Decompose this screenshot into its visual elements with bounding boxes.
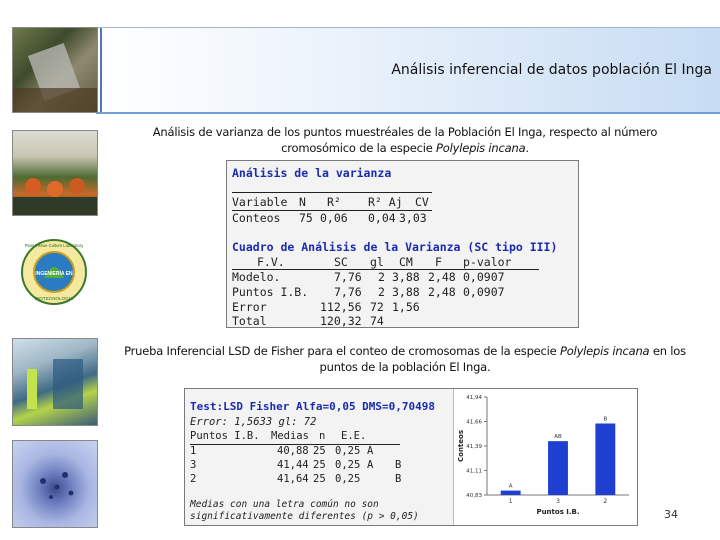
lsd-row2-letter-a: A <box>367 459 374 471</box>
anova-row-modelo-fv: Modelo. <box>232 270 281 284</box>
lsd-row1-media: 40,88 <box>277 445 309 457</box>
summary-header-variable: Variable <box>232 195 288 209</box>
anova-row-puntos-p: 0,0907 <box>463 285 505 299</box>
anova-row-modelo-sc: 7,76 <box>334 270 362 284</box>
anova-output-panel <box>226 160 579 328</box>
photo-field-sampling <box>12 27 98 113</box>
photo-plant-trays-art <box>13 131 97 215</box>
anova-row-puntos-cm: 3,88 <box>392 285 420 299</box>
slide-title: Análisis inferencial de datos población El Inga <box>391 62 712 78</box>
biotechnology-lab-logo <box>20 238 88 306</box>
anova-row-error-fv: Error <box>232 300 267 314</box>
anova-row-puntos-sc: 7,76 <box>334 285 362 299</box>
chart-y-tick-label: 41,66 <box>466 419 482 426</box>
photo-laboratory-art <box>13 339 97 425</box>
chart-y-tick-label: 41,94 <box>466 395 482 401</box>
lsd-title: Test:LSD Fisher Alfa=0,05 DMS=0,70498 <box>190 400 436 413</box>
chart-x-axis-label: Puntos I.B. <box>536 508 580 516</box>
chart-x-tick-label: 1 <box>508 498 513 505</box>
lsd-row1-punto: 1 <box>190 445 197 457</box>
lsd-footnote-line2: significativamente diferentes (p > 0,05) <box>190 511 419 522</box>
anova-caption-end: . <box>525 141 529 155</box>
anova-row-error-gl: 72 <box>370 300 384 314</box>
lsd-header-medias: Medias <box>271 430 309 442</box>
lsd-row3-punto: 2 <box>190 473 197 485</box>
chart-bar <box>595 423 615 495</box>
chart-bar-letter: AB <box>554 434 562 441</box>
anova-header-f: F <box>435 255 442 269</box>
anova-header-gl: gl <box>370 255 384 269</box>
header-accent-line <box>100 28 102 112</box>
anova-row-modelo-p: 0,0907 <box>463 270 505 284</box>
chart-x-tick-label: 3 <box>556 498 560 505</box>
summary-cv: 3,03 <box>399 211 427 225</box>
logo-center-text: INGENIERÍA EN <box>35 271 73 277</box>
anova-row-modelo-f: 2,48 <box>428 270 456 284</box>
summary-header-cv: CV <box>415 195 429 209</box>
anova-table-title: Cuadro de Análisis de la Varianza (SC tipo III) <box>232 240 558 254</box>
anova-divider <box>232 192 432 193</box>
lsd-header-puntos: Puntos I.B. <box>190 430 260 442</box>
lsd-row2-n: 25 <box>313 459 326 471</box>
anova-row-total-gl: 74 <box>370 314 384 328</box>
lsd-row2-punto: 3 <box>190 459 197 471</box>
lsd-row2-letter-b: B <box>395 459 402 471</box>
anova-header-fv: F.V. <box>257 255 285 269</box>
logo-ring-top: Plant Tissue Culture Laboratory <box>24 243 84 248</box>
photo-field-sampling-art <box>13 28 97 112</box>
lsd-row3-letter-b: B <box>395 473 402 485</box>
anova-caption-species: Polylepis incana <box>436 141 526 155</box>
photo-microscopy-art <box>13 441 97 527</box>
lsd-row3-n: 25 <box>313 473 326 485</box>
lsd-row1-ee: 0,25 <box>335 445 361 457</box>
anova-row-modelo-cm: 3,88 <box>392 270 420 284</box>
photo-plant-trays <box>12 130 98 216</box>
anova-header-sc: SC <box>334 255 348 269</box>
chart-y-tick-label: 41,11 <box>466 468 482 475</box>
lsd-output-panel <box>184 388 638 526</box>
summary-variable: Conteos <box>232 211 281 225</box>
header-band <box>96 27 720 114</box>
summary-n: 75 <box>299 211 313 225</box>
chart-bar <box>501 491 521 495</box>
lsd-row1-n: 25 <box>313 445 326 457</box>
lsd-error-line: Error: 1,5633 gl: 72 <box>190 416 317 428</box>
lsd-row1-letter-a: A <box>367 445 374 457</box>
chart-bar <box>548 441 568 495</box>
chart-y-tick-label: 41,39 <box>466 444 482 450</box>
chart-x-tick-label: 2 <box>603 498 608 505</box>
lsd-caption <box>110 343 700 375</box>
photo-laboratory <box>12 338 98 426</box>
lsd-caption-after: en los <box>649 344 686 358</box>
lsd-row3-ee: 0,25 <box>335 473 361 485</box>
lsd-bar-chart <box>453 389 637 525</box>
lsd-text-block <box>185 389 454 525</box>
chart-y-tick-label: 40,83 <box>466 493 482 499</box>
lsd-footnote-line1: Medias con una letra común no son <box>190 499 379 510</box>
anova-row-total-fv: Total <box>232 314 267 328</box>
chart-bar-letter: B <box>603 416 608 423</box>
chart-bar-letter: A <box>508 483 513 490</box>
logo-ring-bottom: BIOTECNOLOGÍA <box>34 296 74 301</box>
lsd-caption-line1: Prueba Inferencial LSD de Fisher para el conteo de cromosomas de la especie <box>124 344 561 358</box>
anova-row-modelo-gl: 2 <box>378 270 385 284</box>
lsd-caption-line2: puntos de la población El Inga. <box>319 360 491 374</box>
anova-title: Análisis de la varianza <box>232 166 392 180</box>
lsd-header-n: n <box>319 430 326 442</box>
photo-microscopy-cells <box>12 440 98 528</box>
anova-header-cm: CM <box>399 255 413 269</box>
lsd-caption-species: Polylepis incana <box>560 344 650 358</box>
anova-caption-line1: Análisis de varianza de los puntos muestréales de la Población El Inga, respecto al número <box>152 125 658 139</box>
anova-row-total-sc: 120,32 <box>320 314 362 328</box>
anova-row-error-sc: 112,56 <box>320 300 362 314</box>
anova-caption <box>110 124 700 156</box>
summary-header-n: N <box>299 195 306 209</box>
summary-header-r2: R² <box>327 195 341 209</box>
anova-row-puntos-f: 2,48 <box>428 285 456 299</box>
lsd-header-ee: E.E. <box>341 430 367 442</box>
lsd-row3-media: 41,64 <box>277 473 309 485</box>
chart-y-axis-label: Conteos <box>457 430 465 462</box>
summary-r2: 0,06 <box>320 211 348 225</box>
anova-row-puntos-gl: 2 <box>378 285 385 299</box>
summary-header-r2aj: R² Aj <box>368 195 403 209</box>
summary-r2aj: 0,04 <box>368 211 396 225</box>
lsd-row2-ee: 0,25 <box>335 459 361 471</box>
page-number: 34 <box>664 508 678 521</box>
anova-caption-line2: cromosómico de la especie <box>281 141 437 155</box>
anova-header-pvalor: p-valor <box>463 255 512 269</box>
lsd-row2-media: 41,44 <box>277 459 309 471</box>
anova-row-error-cm: 1,56 <box>392 300 420 314</box>
anova-row-puntos-fv: Puntos I.B. <box>232 285 309 299</box>
